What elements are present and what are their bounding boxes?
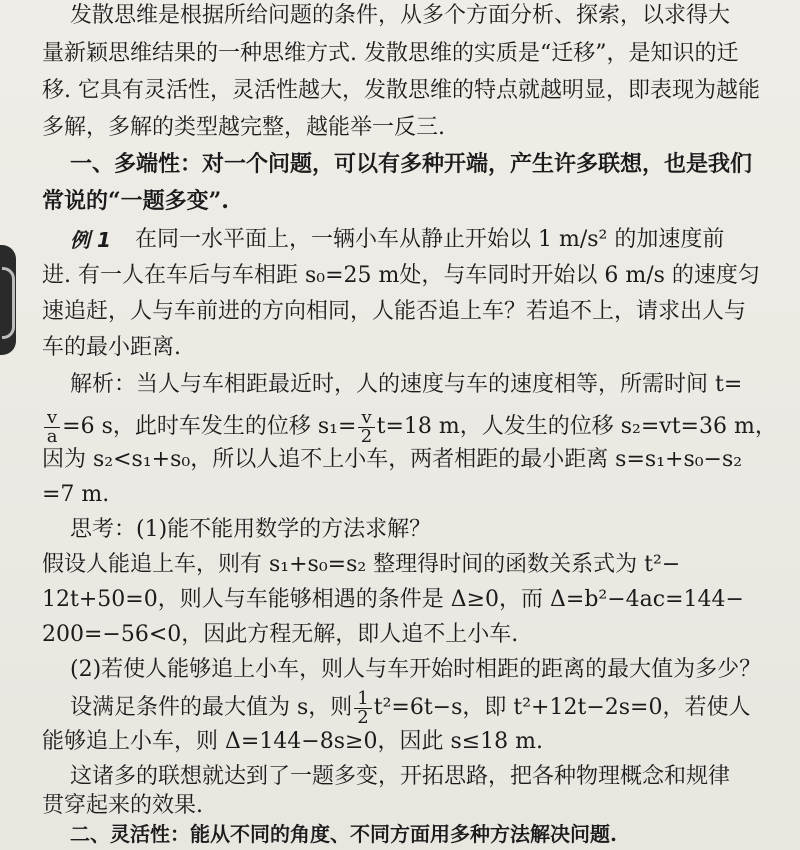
text-line: 解析：当人与车相距最近时，人的速度与车的速度相等，所需时间 t=	[70, 372, 743, 397]
text-line: 多解，多解的类型越完整，越能举一反三.	[42, 115, 445, 140]
binding-edge	[0, 245, 16, 355]
text-line: 进. 有一人在车后与车相距 s₀=25 m处，与车同时开始以 6 m/s 的速度匀	[42, 263, 760, 288]
text-line: (2)若使人能够追上小车，则人与车开始时相距的距离的最大值为多少？	[70, 657, 762, 682]
section-heading: 二、灵活性：能从不同的角度、不同方面用多种方法解决问题.	[70, 822, 617, 846]
section-heading: 一、多端性：对一个问题，可以有多种开端，产生许多联想，也是我们	[70, 151, 753, 177]
fraction-v-over-a: $\frac{v}{a}$	[44, 409, 60, 446]
text-line: 移. 它具有灵活性，灵活性越大，发散思维的特点就越明显，即表现为越能	[42, 78, 760, 103]
fraction-v-over-2: $\frac{v}{2}$	[358, 409, 374, 446]
text-line: 因为 s₂<s₁+s₀，所以人追不上小车，两者相距的最小距离 s=s₁+s₀−s₂	[42, 447, 743, 472]
section-heading: 常说的“一题多变”.	[42, 188, 229, 214]
text-line: =7 m.	[42, 482, 110, 507]
text-line: 假设人能追上车，则有 s₁+s₀=s₂ 整理得时间的函数关系式为 t²−	[42, 552, 681, 577]
text-line: 在同一水平面上，一辆小车从静止开始以 1 m/s² 的加速度前	[135, 227, 725, 252]
text-line: 发散思维是根据所给问题的条件，从多个方面分析、探索，以求得大	[70, 3, 731, 28]
text-line: 速追赶，人与车前进的方向相同，人能否追上车？若追不上，请求出人与	[42, 299, 747, 324]
text-line: 量新颖思维结果的一种思维方式. 发散思维的实质是“迁移”，是知识的迁	[42, 41, 739, 66]
text-line: 能够追上小车，则 Δ=144−8s≥0，因此 s≤18 m.	[42, 729, 544, 754]
text-line: 这诸多的联想就达到了一题多变，开拓思路，把各种物理概念和规律	[70, 764, 731, 789]
text-line: 12t+50=0，则人与车能够相遇的条件是 Δ≥0，而 Δ=b²−4ac=144−	[42, 587, 744, 612]
fraction-one-half: $\frac{1}{2}$	[354, 690, 371, 727]
text-line: 200=−56<0，因此方程无解，即人追不上小车.	[42, 622, 519, 647]
text-line: 思考：(1)能不能用数学的方法求解？	[70, 517, 432, 542]
formula-line: $\frac{v}{a}$ =6 s，此时车发生的位移 s₁= $\frac{v}{2}$ t=18 m，人发生的位移 s₂=vt=36 m，	[42, 405, 777, 449]
example-label: 例 1	[70, 228, 111, 252]
formula-line: 设满足条件的最大值为 s，则 $\frac{1}{2}$ t²=6t−s，即 t²+12t−2s=0，若使人	[70, 687, 751, 728]
text-line: 贯穿起来的效果.	[42, 793, 203, 818]
text-line: 车的最小距离.	[42, 335, 181, 360]
